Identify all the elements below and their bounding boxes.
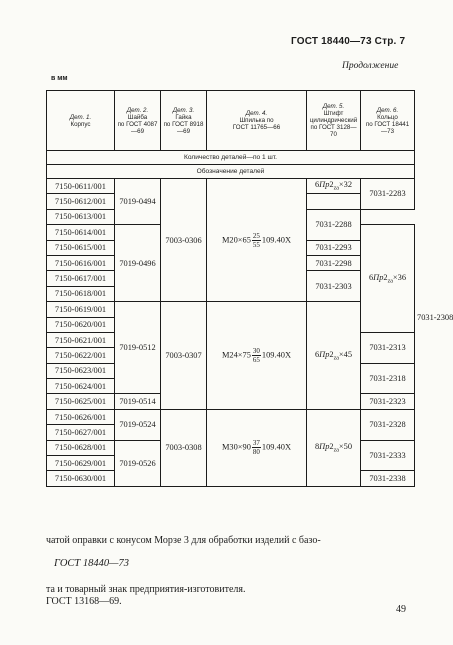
stud-size: М24×75: [221, 350, 251, 360]
detail-1-code: 7150-0614/001: [47, 225, 115, 240]
pin-class-sub: za: [333, 186, 339, 193]
pin-class: 2: [383, 272, 388, 282]
stud-fraction-den: 65: [252, 355, 260, 364]
pin-class: 2: [329, 442, 334, 451]
detail-6-ring: 7031-2333: [361, 440, 415, 471]
detail-6-ring: 7031-2328: [361, 409, 415, 440]
detail-6-ring: 7031-2323: [361, 394, 415, 409]
detail-4-stud: [207, 302, 307, 410]
designation-row: [47, 165, 415, 179]
body-text-line-2: ГОСТ 18440—73: [54, 558, 129, 569]
detail-6-ring: 7031-2283: [361, 179, 415, 210]
quantity-note: Количество деталей—по 1 шт.: [47, 151, 415, 165]
stud-fraction-num: 25: [252, 231, 260, 240]
detail-5-pin: [307, 179, 361, 194]
table-row: [47, 409, 415, 424]
detail-2-code: 7019-0496: [115, 225, 161, 302]
pin-size: 8: [314, 442, 320, 451]
detail-1-code: 7150-0613/001: [47, 209, 115, 224]
detail-1-code: 7150-0619/001: [47, 302, 115, 317]
body-text-line-1: чатой оправки с конусом Морзе 3 для обработки изделий с базо-: [46, 535, 321, 546]
detail-2-code: 7019-0526: [115, 440, 161, 486]
header-col-6: Дет. 6. Кольцо по ГОСТ 18441—73: [361, 91, 415, 151]
body-text-line-3: та и товарный знак предприятия-изготовителя.: [46, 584, 246, 595]
stud-fraction-den: 80: [252, 448, 260, 457]
detail-5-pin: [361, 225, 415, 333]
header-col-1: Дет. 1. Корпус: [47, 91, 115, 151]
detail-2-code: 7019-0514: [115, 394, 161, 409]
pin-size: 6: [314, 349, 320, 359]
detail-6-ring: 7031-2288: [307, 209, 361, 240]
detail-1-code: 7150-0622/001: [47, 348, 115, 363]
pin-class: 2: [329, 349, 334, 359]
detail-1-code: 7150-0616/001: [47, 255, 115, 270]
detail-1-code: 7150-0628/001: [47, 440, 115, 455]
table-row: [47, 179, 415, 194]
designation-note: Обозначение деталей: [47, 165, 415, 179]
stud-fraction-num: 37: [252, 439, 260, 448]
pin-class-sub: za: [333, 355, 339, 362]
detail-1-code: 7150-0620/001: [47, 317, 115, 332]
pin-length: ×36: [392, 272, 407, 282]
detail-1-code: 7150-0629/001: [47, 456, 115, 471]
stud-fraction: [252, 232, 261, 249]
page-number: 49: [396, 604, 406, 615]
detail-1-code: 7150-0630/001: [47, 471, 115, 486]
pin-size: 6: [314, 180, 320, 190]
header-col-3: Дет. 3. Гайка по ГОСТ 8918—69: [161, 91, 207, 151]
pin-size: 6: [368, 272, 374, 282]
detail-6-ring: 7031-2303: [307, 271, 361, 302]
detail-1-code: 7150-0625/001: [47, 394, 115, 409]
detail-3-code: 7003-0306: [161, 179, 207, 302]
detail-6-ring: 7031-2318: [361, 363, 415, 394]
detail-1-code: 7150-0611/001: [47, 179, 115, 194]
detail-1-code: 7150-0623/001: [47, 363, 115, 378]
detail-1-code: 7150-0618/001: [47, 286, 115, 301]
table-body: [47, 179, 453, 487]
detail-3-code: 7003-0307: [161, 302, 207, 410]
detail-1-code: 7150-0627/001: [47, 425, 115, 440]
header-col-4: Дет. 4. Шпилька по ГОСТ 11765—66: [207, 91, 307, 151]
detail-5-pin: [307, 409, 361, 486]
pin-fit: Пр: [319, 180, 330, 190]
units-label: в мм: [51, 75, 68, 82]
detail-2-code: 7019-0524: [115, 409, 161, 440]
continuation-label: Продолжение: [342, 61, 399, 71]
detail-6-ring: 7031-2298: [307, 255, 361, 270]
stud-fraction: [252, 347, 261, 364]
pin-fit: Пр: [319, 442, 330, 451]
parts-table: [46, 90, 453, 487]
header-col-5: Дет. 5. Штифт цилиндрический по ГОСТ 3128—70: [307, 91, 361, 151]
pin-class: 2: [329, 180, 334, 190]
detail-5-pin: [307, 302, 361, 410]
detail-2-code: 7019-0512: [115, 302, 161, 394]
pin-length: ×50: [338, 442, 353, 451]
body-text-line-4: ГОСТ 13168—69.: [46, 596, 122, 607]
detail-2-code: 7019-0494: [115, 179, 161, 225]
detail-4-stud: [207, 409, 307, 486]
pin-length: ×45: [338, 349, 353, 359]
pin-fit: Пр: [319, 349, 330, 359]
detail-1-code: 7150-0624/001: [47, 379, 115, 394]
pin-class-sub: za: [333, 447, 339, 454]
stud-fraction-num: 30: [252, 346, 260, 355]
stud-grade: 109.40Х: [261, 350, 291, 360]
detail-1-code: 7150-0626/001: [47, 409, 115, 424]
detail-1-code: 7150-0612/001: [47, 194, 115, 209]
stud-fraction: [252, 439, 261, 456]
detail-1-code: 7150-0617/001: [47, 271, 115, 286]
stud-grade: 109.40Х: [261, 442, 291, 452]
stud-size: М30×90: [221, 442, 251, 452]
detail-1-code: 7150-0615/001: [47, 240, 115, 255]
detail-6-ring: 7031-2293: [307, 240, 361, 255]
quantity-row: [47, 151, 415, 165]
detail-1-code: 7150-0621/001: [47, 332, 115, 347]
detail-3-code: 7003-0308: [161, 409, 207, 486]
header-row: [47, 91, 415, 151]
detail-4-stud: [207, 179, 307, 302]
stud-grade: 109.40Х: [261, 234, 291, 244]
header-col-2: Дет. 2. Шайба по ГОСТ 4087—69: [115, 91, 161, 151]
detail-6-ring: 7031-2313: [361, 332, 415, 363]
stud-fraction-den: 55: [252, 240, 260, 249]
page-header: ГОСТ 18440—73 Стр. 7: [291, 36, 406, 47]
stud-size: М20×65: [221, 234, 251, 244]
detail-6-ring: 7031-2338: [361, 471, 415, 486]
table-row: 7150-0619/001 7019-0512 7003-0307 М24×75 $\frac{30}{65}$ 109.40Х $6Пр2_{za}\times 45$ 7031-2308: [47, 302, 415, 317]
pin-length: ×32: [338, 180, 353, 190]
pin-class-sub: za: [387, 278, 393, 285]
pin-fit: Пр: [373, 272, 384, 282]
